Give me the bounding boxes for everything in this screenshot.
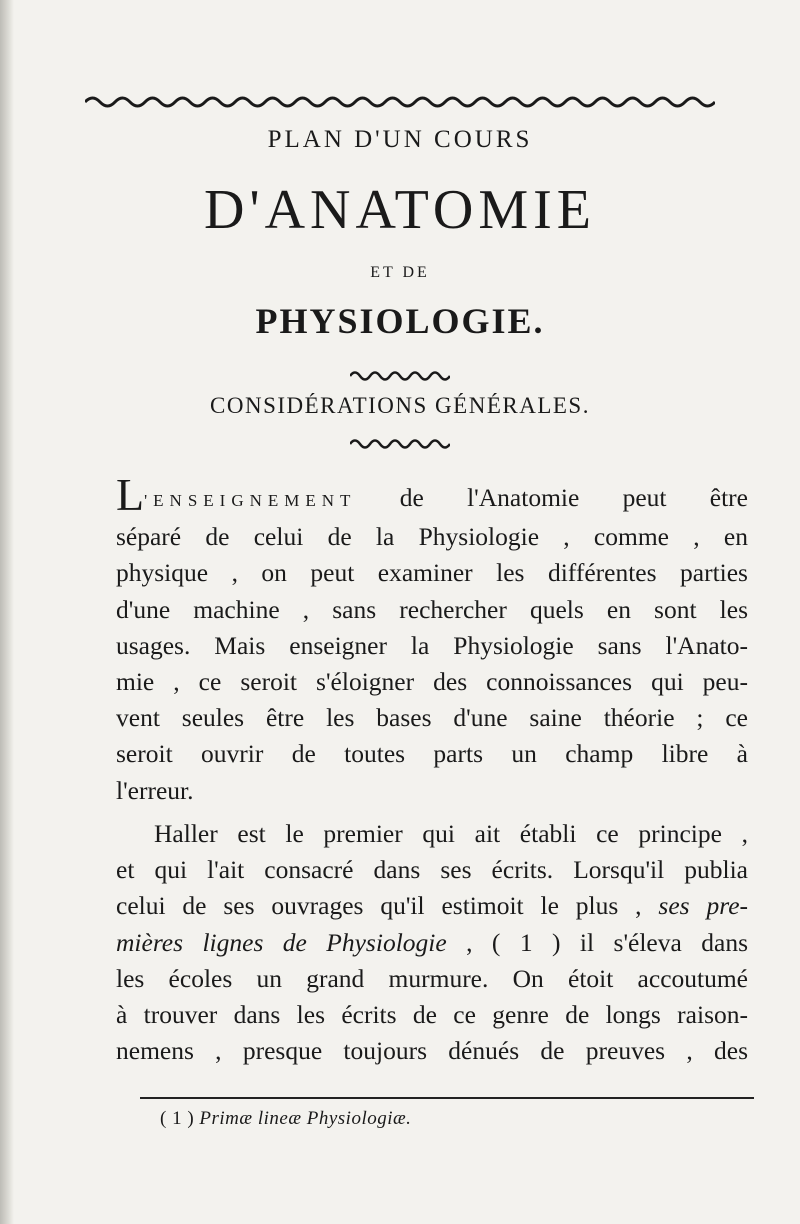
section-ornament <box>0 436 800 456</box>
italic-title: mières lignes de Physiologie <box>116 927 447 957</box>
text-fragment: celui de ses ouvrages qu'il estimoit le plus , <box>116 891 659 921</box>
section-heading: CONSIDÉRATIONS GÉNÉRALES. <box>210 393 590 418</box>
title-anatomie: D'ANATOMIE <box>204 179 596 241</box>
text-line: nemens , presque toujours dénués de preuves , des <box>116 1036 748 1066</box>
text-line <box>116 925 748 961</box>
top-ornament-rule <box>0 92 800 112</box>
text-line: l'erreur. <box>116 775 194 805</box>
text-line: Haller est le premier qui ait établi ce principe , <box>154 819 748 848</box>
footnote-text: Primæ lineæ Physiologiæ. <box>199 1108 412 1129</box>
paragraph-1 <box>116 469 748 809</box>
footnote <box>160 1108 411 1130</box>
text-fragment: , ( 1 ) il s'éleva dans <box>446 927 748 957</box>
text-line: séparé de celui de la Physiologie , comme , en <box>116 522 748 552</box>
paragraph-2 <box>116 816 748 1069</box>
text-line <box>116 888 748 924</box>
text-line: et qui l'ait consacré dans ses écrits. Lorsqu'il publia <box>116 855 748 885</box>
text-line: physique , on peut examiner les différentes parties <box>116 558 748 588</box>
text-line: à trouver dans les écrits de ce genre de longs raison- <box>116 1000 748 1030</box>
text-line: mie , ce seroit s'éloigner des connoissances qui peu- <box>116 667 748 697</box>
title-et-de: ET DE <box>370 264 430 281</box>
text-line: d'une machine , sans rechercher quels en sont les <box>116 594 748 624</box>
title-physiologie: PHYSIOLOGIE. <box>255 301 545 341</box>
mid-ornament <box>0 368 800 388</box>
text-line: usages. Mais enseigner la Physiologie sans l'Anato- <box>116 630 748 660</box>
paragraph-1-line-1 <box>116 469 748 520</box>
title-plan: PLAN D'UN COURS <box>267 126 533 153</box>
footnote-marker: ( 1 ) <box>160 1108 200 1129</box>
footnote-rule <box>140 1097 754 1099</box>
text-line: de l'Anatomie peut être <box>356 483 748 512</box>
text-line: les écoles un grand murmure. On étoit accoutumé <box>116 963 748 993</box>
italic-title: ses pre- <box>658 891 748 921</box>
spaced-word: 'ENSEIGNEMENT <box>144 491 357 510</box>
text-line: vent seules être les bases d'une saine théorie ; ce <box>116 703 748 733</box>
text-line: seroit ouvrir de toutes parts un champ libre à <box>116 739 748 769</box>
drop-cap: L <box>116 469 145 520</box>
